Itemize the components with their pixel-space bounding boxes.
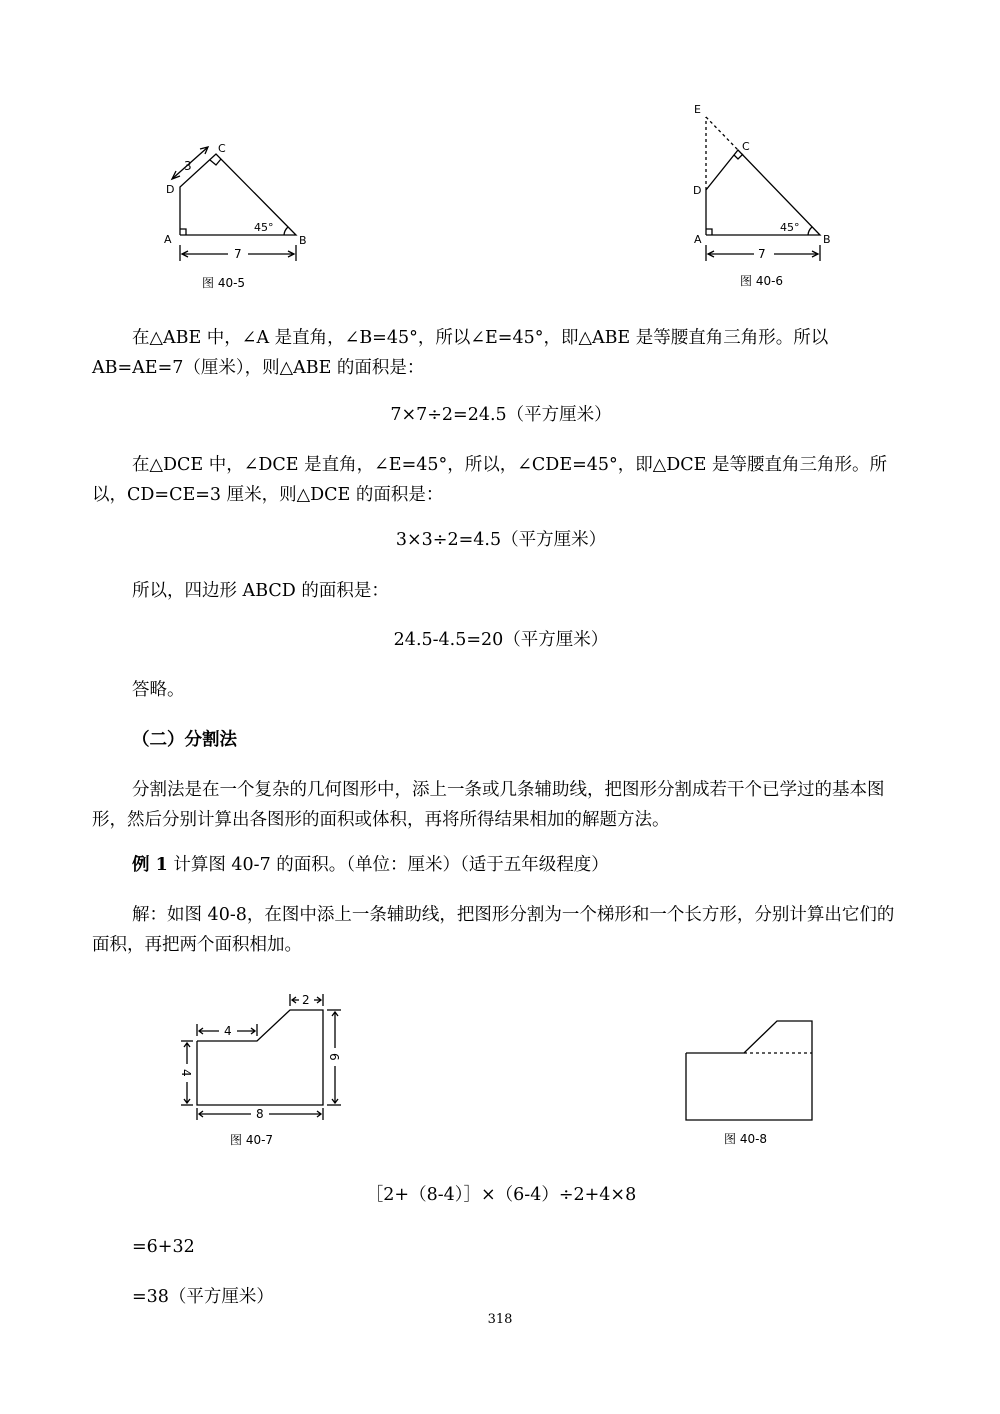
figure-40-7 — [175, 988, 355, 1153]
label-b: B — [823, 233, 831, 246]
label-top: 2 — [302, 993, 310, 1007]
label-left-top: 4 — [224, 1024, 232, 1038]
paragraph-answer: 答略。 — [132, 680, 185, 700]
figure-40-6-drawing — [688, 95, 848, 295]
equation-4: ［2+（8-4）］×（6-4）÷2+4×8 — [365, 1185, 637, 1205]
label-d: D — [693, 184, 702, 197]
paragraph-abcd: 所以，四边形 ABCD 的面积是： — [132, 581, 389, 601]
caption: 图 40-8 — [724, 1132, 768, 1146]
label-e: E — [694, 103, 701, 116]
label-angle: 45° — [780, 221, 800, 234]
figure-40-8 — [680, 1015, 825, 1150]
label-c: C — [742, 140, 750, 153]
figure-40-5 — [160, 135, 320, 295]
label-d: D — [166, 183, 175, 196]
equation-3: 24.5-4.5=20（平方厘米） — [393, 630, 609, 650]
label-dc-len: 3 — [184, 159, 192, 173]
equation-5: =6+32 — [132, 1237, 195, 1257]
figure-40-8-drawing — [680, 1015, 825, 1150]
label-a: A — [164, 233, 172, 246]
label-ab-len: 7 — [234, 247, 242, 261]
label-b: B — [299, 234, 307, 247]
label-bottom: 8 — [256, 1107, 264, 1121]
equation-6: =38（平方厘米） — [132, 1287, 274, 1307]
label-a: A — [694, 233, 702, 246]
label-ab-len: 7 — [758, 247, 766, 261]
example-label: 例 1 — [132, 855, 168, 875]
equation-1: 7×7÷2=24.5（平方厘米） — [390, 405, 612, 425]
label-c: C — [218, 142, 226, 155]
section-heading: （二）分割法 — [132, 730, 237, 750]
figure-40-7-drawing — [175, 988, 355, 1153]
paragraph-solution: 解：如图 40-8，在图中添上一条辅助线，把图形分割为一个梯形和一个长方形，分别计算出它们的面积，再把两个面积相加。 — [92, 905, 895, 955]
caption: 图 40-5 — [202, 276, 246, 290]
paragraph-example — [92, 850, 910, 880]
caption: 图 40-7 — [230, 1133, 274, 1147]
label-angle: 45° — [254, 221, 274, 234]
paragraph-dce: 在△DCE 中，∠DCE 是直角，∠E=45°，所以，∠CDE=45°，即△DCE 是等腰直角三角形。所以，CD=CE=3 厘米，则△DCE 的面积是： — [92, 455, 888, 505]
label-left: 4 — [179, 1069, 193, 1077]
page-number: 318 — [487, 1312, 513, 1327]
equation-2: 3×3÷2=4.5（平方厘米） — [395, 530, 607, 550]
label-right: 6 — [327, 1053, 341, 1061]
example-text: 计算图 40-7 的面积。（单位：厘米）（适于五年级程度） — [167, 855, 609, 875]
paragraph-method: 分割法是在一个复杂的几何图形中，添上一条或几条辅助线，把图形分割成若干个已学过的基本图形，然后分别计算出各图形的面积或体积，再将所得结果相加的解题方法。 — [92, 780, 885, 830]
caption: 图 40-6 — [740, 274, 784, 288]
paragraph-abe: 在△ABE 中，∠A 是直角，∠B=45°，所以∠E=45°，即△ABE 是等腰直角三角形。所以 AB=AE=7（厘米），则△ABE 的面积是： — [92, 328, 829, 378]
figure-40-5-drawing — [160, 135, 320, 295]
figure-40-6 — [688, 95, 848, 295]
